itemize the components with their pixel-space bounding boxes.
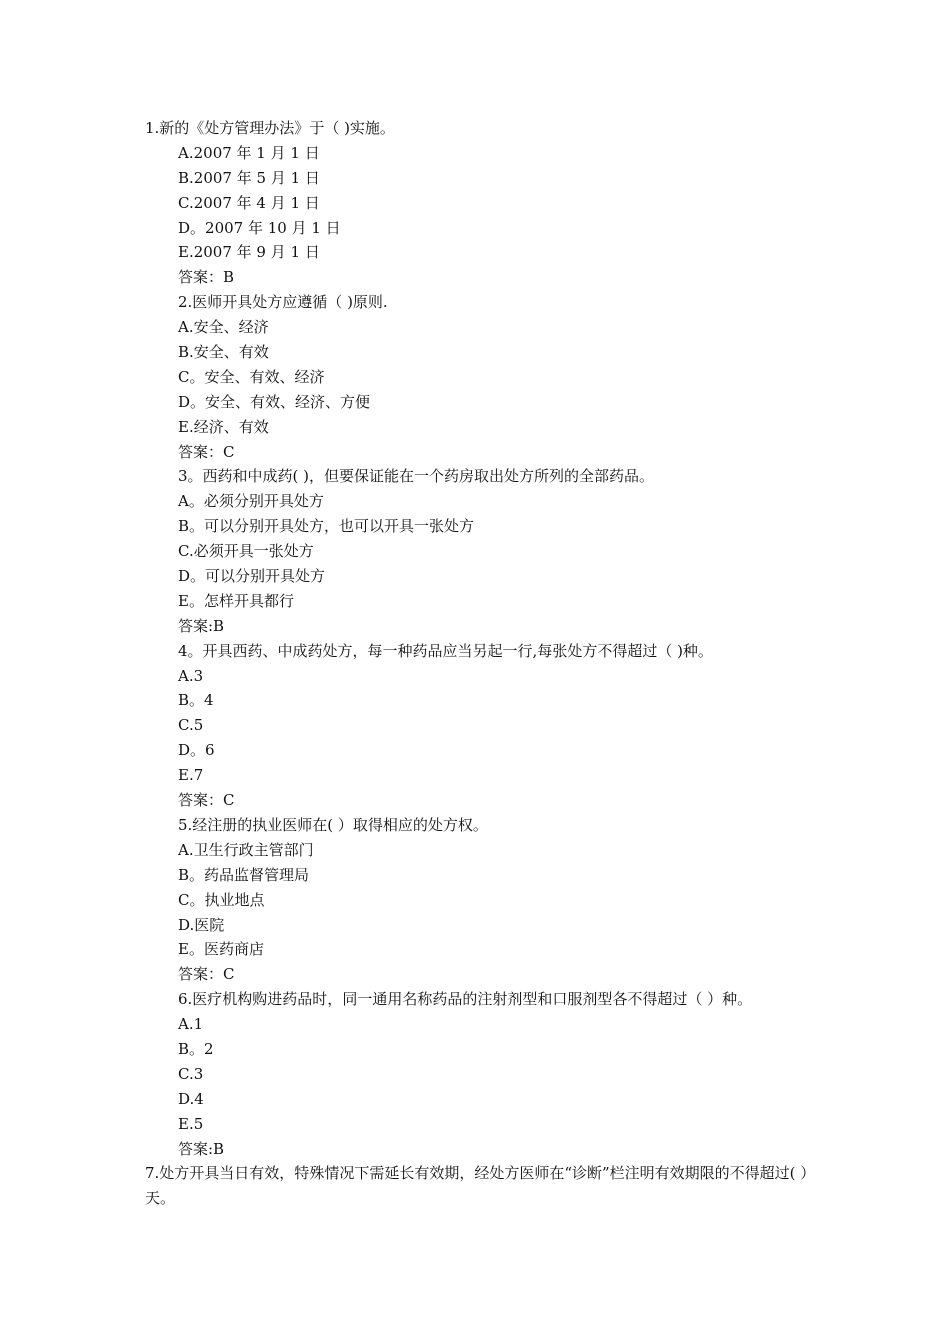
question-4-option-a: A.3 [178, 666, 204, 685]
question-1-option-a: A.2007 年 1 月 1 日 [178, 143, 320, 162]
question-2-option-e: E.经济、有效 [178, 417, 269, 436]
question-5-option-b: B。药品监督管理局 [178, 865, 310, 884]
question-1-option-b: B.2007 年 5 月 1 日 [178, 168, 320, 187]
question-1-stem: 1.新的《处方管理办法》于（ )实施。 [145, 119, 395, 137]
question-1-option-d: D。2007 年 10 月 1 日 [178, 218, 341, 237]
question-6-option-c: C.3 [178, 1064, 204, 1083]
question-5-option-a: A.卫生行政主管部门 [178, 840, 314, 859]
question-3-option-a: A。必须分别开具处方 [178, 492, 324, 511]
question-4-stem: 4。开具西药、中成药处方，每一种药品应当另起一行,每张处方不得超过（ )种。 [178, 641, 713, 660]
question-list [145, 116, 815, 1211]
question-2-option-a: A.安全、经济 [178, 318, 269, 337]
question-3-option-e: E。怎样开具都行 [178, 591, 294, 610]
question-4-option-c: C.5 [178, 716, 204, 735]
question-6-option-d: D.4 [178, 1089, 204, 1108]
question-5-option-c: C。执业地点 [178, 890, 265, 909]
question-6-option-e: E.5 [178, 1114, 204, 1133]
question-6-answer: 答案:B [178, 1139, 225, 1158]
question-1-option-e: E.2007 年 9 月 1 日 [178, 243, 320, 262]
question-4-answer: 答案：C [178, 791, 235, 810]
question-4-option-e: E.7 [178, 766, 204, 785]
question-3-option-b: B。可以分别开具处方，也可以开具一张处方 [178, 517, 475, 536]
question-4-option-b: B。4 [178, 691, 214, 710]
question-1-answer: 答案：B [178, 268, 235, 287]
question-3-stem: 3。西药和中成药( )，但要保证能在一个药房取出处方所列的全部药品。 [178, 467, 655, 486]
question-6-option-b: B。2 [178, 1039, 214, 1058]
question-2-option-c: C。安全、有效、经济 [178, 367, 325, 386]
question-6-stem: 6.医疗机构购进药品时，同一通用名称药品的注射剂型和口服剂型各不得超过（ ）种。 [178, 990, 753, 1009]
question-7-stem: 7.处方开具当日有效，特殊情况下需延长有效期，经处方医师在“诊断”栏注明有效期限的不得超过( ）天。 [145, 1164, 808, 1208]
question-4-option-d: D。6 [178, 741, 215, 760]
question-3-option-c: C.必须开具一张处方 [178, 542, 314, 561]
question-6-option-a: A.1 [178, 1015, 204, 1034]
question-2-stem: 2.医师开具处方应遵循（ )原则. [178, 293, 388, 312]
question-5-option-e: E。医药商店 [178, 940, 264, 959]
question-3-answer: 答案:B [178, 616, 225, 635]
question-5-stem: 5.经注册的执业医师在( ）取得相应的处方权。 [178, 815, 488, 834]
question-2-option-d: D。安全、有效、经济、方便 [178, 392, 371, 411]
question-3-option-d: D。可以分别开具处方 [178, 567, 326, 586]
question-5-option-d: D.医院 [178, 915, 225, 934]
question-2-answer: 答案：C [178, 442, 235, 461]
question-5-answer: 答案：C [178, 965, 235, 984]
question-1-option-c: C.2007 年 4 月 1 日 [178, 193, 320, 212]
question-2-option-b: B.安全、有效 [178, 343, 269, 362]
